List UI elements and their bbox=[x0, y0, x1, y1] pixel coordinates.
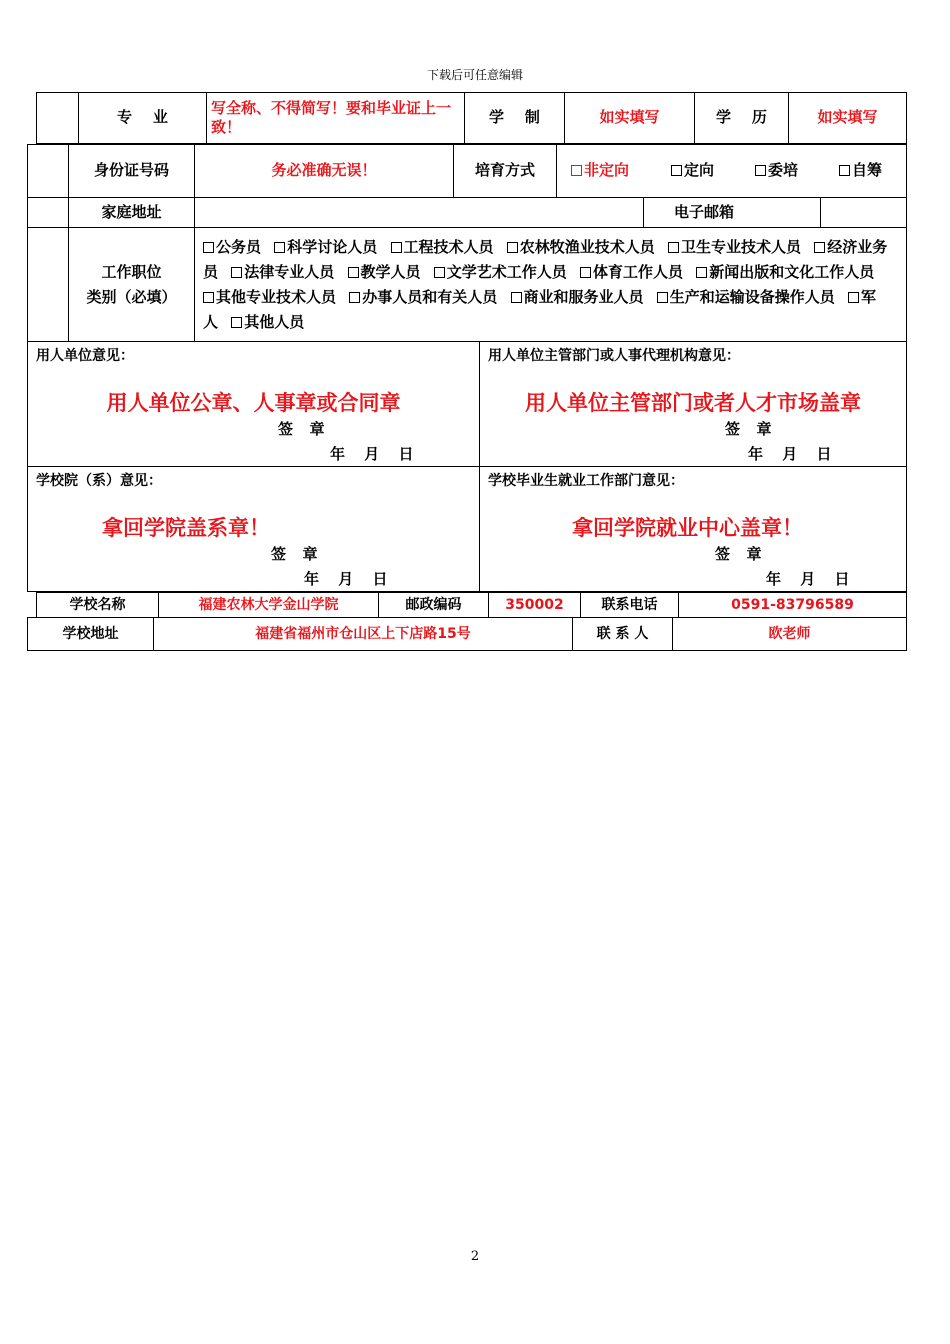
duration-value[interactable]: 如实填写 bbox=[565, 93, 695, 144]
personal-info-table bbox=[27, 144, 907, 342]
job-option[interactable]: 经济业务员 bbox=[203, 237, 888, 281]
major-row bbox=[36, 92, 907, 144]
contact-value: 欧老师 bbox=[673, 618, 907, 651]
checkbox-icon bbox=[580, 267, 591, 278]
employer-seal-text: 用人单位公章、人事章或合同章 bbox=[106, 391, 401, 415]
college-date-label: 年 月 日 bbox=[304, 570, 388, 588]
employer-date-label: 年 月 日 bbox=[330, 445, 414, 463]
career-opinion[interactable] bbox=[480, 467, 907, 592]
checkbox-icon bbox=[814, 242, 825, 253]
phone-label: 联系电话 bbox=[581, 593, 679, 618]
blank-cell bbox=[28, 198, 69, 228]
checkbox-icon bbox=[349, 292, 360, 303]
school-info-row bbox=[36, 592, 907, 618]
college-opinion[interactable] bbox=[28, 467, 480, 592]
checkbox-icon bbox=[507, 242, 518, 253]
career-date-label: 年 月 日 bbox=[766, 570, 850, 588]
college-opinion-title: 学校院（系）意见： bbox=[36, 473, 162, 489]
authority-opinion-title: 用人单位主管部门或人事代理机构意见： bbox=[488, 348, 740, 364]
job-option[interactable]: 新闻出版和文化工作人员 bbox=[696, 263, 874, 281]
job-option[interactable]: 办事人员和有关人员 bbox=[349, 288, 497, 306]
checkbox-icon bbox=[839, 165, 850, 176]
checkbox-icon bbox=[571, 165, 582, 176]
authority-date-label: 年 月 日 bbox=[748, 445, 832, 463]
school-address-label: 学校地址 bbox=[28, 618, 154, 651]
option-non-directed[interactable]: 非定向 bbox=[571, 161, 671, 181]
school-address-row bbox=[27, 617, 907, 651]
employer-sign-label: 签 章 bbox=[278, 420, 327, 438]
career-sign-label: 签 章 bbox=[715, 545, 764, 563]
checkbox-icon bbox=[848, 292, 859, 303]
job-option[interactable]: 工程技术人员 bbox=[391, 238, 494, 256]
job-option[interactable]: 公务员 bbox=[203, 238, 261, 256]
job-option[interactable]: 其他专业技术人员 bbox=[203, 288, 336, 306]
option-directed[interactable]: 定向 bbox=[671, 161, 755, 181]
header-note: 下载后可任意编辑 bbox=[426, 68, 523, 82]
postcode-label: 邮政编码 bbox=[379, 593, 489, 618]
education-value[interactable]: 如实填写 bbox=[789, 93, 907, 144]
training-options bbox=[557, 145, 907, 198]
id-label: 身份证号码 bbox=[69, 145, 195, 198]
employer-opinion[interactable] bbox=[28, 342, 480, 467]
page-number: 2 bbox=[470, 1249, 480, 1264]
checkbox-icon bbox=[434, 267, 445, 278]
job-option[interactable]: 卫生专业技术人员 bbox=[668, 238, 801, 256]
checkbox-icon bbox=[511, 292, 522, 303]
job-option[interactable]: 农林牧渔业技术人员 bbox=[507, 238, 655, 256]
job-option[interactable]: 教学人员 bbox=[348, 263, 421, 281]
duration-label: 学 制 bbox=[465, 93, 565, 144]
checkbox-icon bbox=[231, 267, 242, 278]
job-option[interactable]: 体育工作人员 bbox=[580, 263, 683, 281]
career-opinion-title: 学校毕业生就业工作部门意见： bbox=[488, 473, 684, 489]
job-category-options bbox=[195, 228, 907, 342]
postcode-value: 350002 bbox=[489, 593, 581, 618]
school-name-label: 学校名称 bbox=[37, 593, 159, 618]
checkbox-icon bbox=[696, 267, 707, 278]
job-label-line1: 工作职位 bbox=[101, 262, 162, 281]
email-input[interactable] bbox=[821, 198, 907, 228]
checkbox-icon bbox=[755, 165, 766, 176]
checkbox-icon bbox=[203, 242, 214, 253]
school-name-value: 福建农林大学金山学院 bbox=[159, 593, 379, 618]
checkbox-icon bbox=[203, 292, 214, 303]
checkbox-icon bbox=[671, 165, 682, 176]
job-option[interactable]: 科学讨论人员 bbox=[274, 238, 377, 256]
checkbox-icon bbox=[231, 317, 242, 328]
college-sign-label: 签 章 bbox=[271, 545, 320, 563]
option-self-funded[interactable]: 自筹 bbox=[839, 161, 882, 181]
job-category-label bbox=[69, 228, 195, 342]
major-label: 专 业 bbox=[79, 93, 207, 144]
job-label-line2: 类别（必填） bbox=[86, 287, 177, 306]
job-option[interactable]: 法律专业人员 bbox=[231, 263, 334, 281]
checkbox-icon bbox=[391, 242, 402, 253]
authority-seal-text: 用人单位主管部门或者人才市场盖章 bbox=[525, 391, 861, 415]
education-label: 学 历 bbox=[695, 93, 789, 144]
address-label: 家庭地址 bbox=[69, 198, 195, 228]
blank-cell bbox=[28, 145, 69, 198]
major-value[interactable]: 写全称、不得简写！要和毕业证上一致！ bbox=[207, 93, 465, 144]
opinions-table bbox=[27, 341, 907, 592]
address-input[interactable] bbox=[195, 198, 644, 228]
authority-opinion[interactable] bbox=[480, 342, 907, 467]
training-label: 培育方式 bbox=[454, 145, 557, 198]
contact-label: 联 系 人 bbox=[573, 618, 673, 651]
employer-opinion-title: 用人单位意见： bbox=[36, 348, 134, 364]
job-option[interactable]: 军人 bbox=[203, 287, 877, 331]
option-commissioned[interactable]: 委培 bbox=[755, 161, 839, 181]
college-seal-text: 拿回学院盖系章！ bbox=[102, 516, 270, 540]
id-value[interactable]: 务必准确无误！ bbox=[195, 145, 454, 198]
job-option[interactable]: 生产和运输设备操作人员 bbox=[657, 288, 835, 306]
job-option[interactable]: 文学艺术工作人员 bbox=[434, 263, 567, 281]
checkbox-icon bbox=[668, 242, 679, 253]
phone-value: 0591-83796589 bbox=[679, 593, 907, 618]
authority-sign-label: 签 章 bbox=[725, 420, 774, 438]
job-option[interactable]: 商业和服务业人员 bbox=[511, 288, 644, 306]
checkbox-icon bbox=[348, 267, 359, 278]
blank-cell bbox=[28, 228, 69, 342]
job-option[interactable]: 其他人员 bbox=[231, 313, 304, 331]
school-address-value: 福建省福州市仓山区上下店路15号 bbox=[154, 618, 573, 651]
blank-cell bbox=[37, 93, 79, 144]
email-label: 电子邮箱 bbox=[644, 198, 821, 228]
career-seal-text: 拿回学院就业中心盖章！ bbox=[572, 516, 803, 540]
checkbox-icon bbox=[274, 242, 285, 253]
checkbox-icon bbox=[657, 292, 668, 303]
